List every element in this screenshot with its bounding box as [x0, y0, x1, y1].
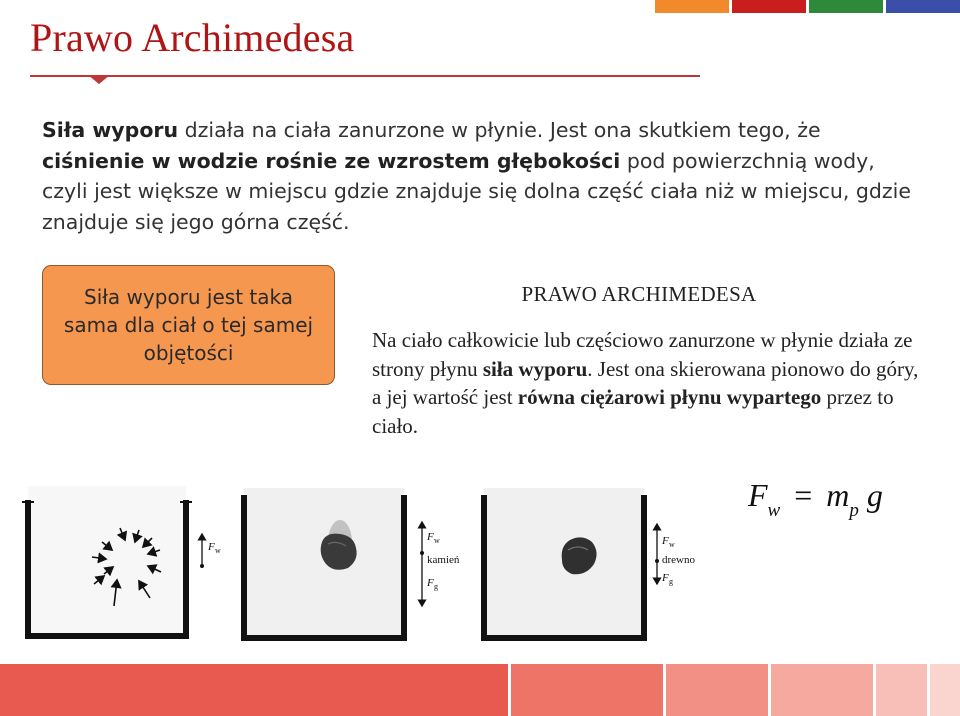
law-bold-2: równa ciężarowi płynu wypartego — [517, 385, 822, 409]
d2-up-sub: w — [434, 536, 440, 545]
title-notch — [88, 75, 110, 84]
law-text-1: Na ciało całkowicie lub częściowo zanurzone w płynie działa ze strony płynu — [372, 328, 913, 381]
d3-up-label: F — [662, 535, 669, 547]
d3-up-name: drewno — [662, 554, 695, 566]
d3-down-sub: g — [669, 577, 673, 586]
law-statement — [372, 326, 932, 440]
d2-down-label: F — [427, 577, 434, 589]
buoyancy-formula — [748, 477, 883, 521]
bottom-bar-5 — [876, 664, 927, 716]
intro-bold-1: Siła wyporu — [42, 118, 179, 142]
diagram-stone — [236, 480, 466, 645]
formula-equals: = — [794, 477, 813, 513]
intro-paragraph — [42, 115, 922, 237]
bottom-bar-6 — [930, 664, 960, 716]
d1-force-label: F — [208, 541, 215, 553]
page-title: Prawo Archimedesa — [30, 15, 355, 60]
bottom-color-bar — [0, 664, 960, 716]
top-bar-blue — [886, 0, 960, 13]
d2-up-name: kamień — [427, 554, 460, 566]
intro-text-2: pod powierzchnią wody, czyli jest większe w miejscu gdzie znajduje się dolna część ciała niż w miejscu, gdzie znajduje się jego górna część. — [42, 148, 911, 234]
bottom-bar-4 — [771, 664, 873, 716]
diagram-pressure — [22, 480, 232, 645]
formula-g: g — [866, 477, 883, 513]
d3-down-label: F — [662, 572, 669, 584]
bottom-bar-1 — [0, 664, 508, 716]
law-text-2: . Jest ona skierowana pionowo do góry, a jej wartość jest — [372, 356, 919, 409]
diagram-wood — [474, 480, 714, 645]
formula-F: F — [748, 477, 768, 513]
d2-down-sub: g — [434, 582, 438, 591]
top-bar-orange — [655, 0, 729, 13]
intro-bold-2: ciśnienie w wodzie rośnie ze wzrostem głębokości — [42, 148, 621, 173]
title-underline — [30, 75, 700, 77]
buoyancy-volume-note — [42, 265, 335, 385]
intro-text-1: działa na ciała zanurzone w płynie. Jest ona skutkiem tego, że — [178, 118, 821, 142]
formula-m: m — [826, 477, 850, 513]
d1-force-sub: w — [215, 546, 221, 555]
law-text-3: przez to ciało. — [372, 385, 894, 438]
top-bar-red — [732, 0, 806, 13]
top-bar-green — [809, 0, 883, 13]
top-color-bar — [655, 0, 960, 13]
orange-box-text: Siła wyporu jest taka sama dla ciał o tej samej objętości — [63, 285, 314, 365]
bottom-bar-2 — [511, 664, 663, 716]
d2-up-label: F — [427, 531, 434, 543]
formula-F-sub: w — [767, 500, 781, 521]
law-title: PRAWO ARCHIMEDESA — [521, 282, 757, 306]
law-bold-1: siła wyporu — [482, 356, 588, 381]
d3-up-sub: w — [669, 540, 675, 549]
bottom-bar-3 — [666, 664, 768, 716]
formula-m-sub: p — [849, 500, 859, 521]
